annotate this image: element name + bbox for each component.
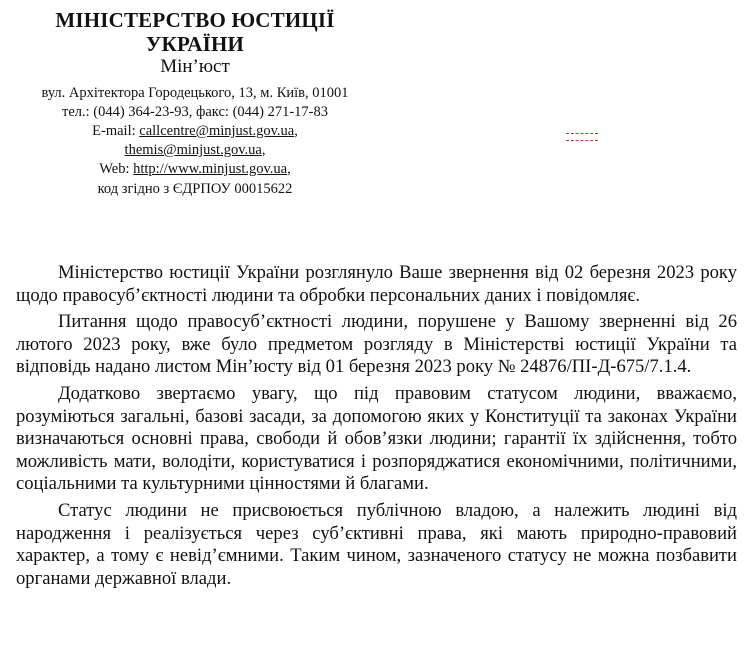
- phone-fax-line: тел.: (044) 364-23-93, факс: (044) 271-17-83: [61, 104, 329, 120]
- email-sep: ,: [294, 123, 298, 139]
- email-line: [0, 122, 390, 141]
- paragraph-2: Питання щодо правосуб’єктності людини, порушене у Вашому зверненні від 26 лютого 2023 року, вже було предметом розгляду в Міністерстві юстиції України та відповідь надано листом Мін’юсту від 01 березня 2023 року № 24876/ПІ-Д-675/7.1.4.: [16, 311, 737, 378]
- red-registration-mark: [566, 133, 598, 141]
- letterhead: [0, 8, 390, 199]
- web-label: Web:: [99, 161, 134, 177]
- email-label: E-mail:: [92, 123, 140, 139]
- address-line: вул. Архітектора Городецького, 13, м. Київ, 01001: [41, 85, 349, 101]
- email-sep-2: ,: [261, 142, 266, 158]
- edrpou-code: код згідно з ЄДРПОУ 00015622: [97, 181, 293, 197]
- email-link-themis[interactable]: themis@minjust.gov.ua: [124, 142, 262, 158]
- ministry-name-line2: УКРАЇНИ: [145, 32, 245, 56]
- ministry-short-name: Мін’юст: [160, 56, 230, 77]
- email-link-callcentre[interactable]: callcentre@minjust.gov.ua: [139, 123, 295, 139]
- paragraph-1: Міністерство юстиції України розглянуло Ваше звернення від 02 березня 2023 року щодо правосуб’єктності людини та обробки персональних даних і повідомляє.: [16, 262, 737, 306]
- web-link[interactable]: http://www.minjust.gov.ua: [133, 161, 288, 177]
- paragraph-3: Додатково звертаємо увагу, що під правовим статусом людини, вважаємо, розуміються загальні, базові засади, за допомогою яких у Конституції та законах України визначаються основні права, свободи й обов’язки людини; гарантії їх здійснення, тобто можливість мати, володіти, користуватися і розпоряджатися економічними, політичними, соціальними та культурними цінностями й благами.: [16, 382, 737, 495]
- web-line: [0, 160, 390, 179]
- email-line-2: [0, 141, 390, 160]
- ministry-name-line1: МІНІСТЕРСТВО ЮСТИЦІЇ: [55, 8, 335, 32]
- paragraph-4: Статус людини не присвоюється публічною владою, а належить людині від народження і реалізується через суб’єктивні права, які мають природно-правовий характер, а тому є невід’ємними. Таким чином, зазначеного статусу не можна позбавити органами державної влади.: [16, 499, 737, 589]
- letter-body: [16, 262, 737, 594]
- web-sep: ,: [287, 161, 291, 177]
